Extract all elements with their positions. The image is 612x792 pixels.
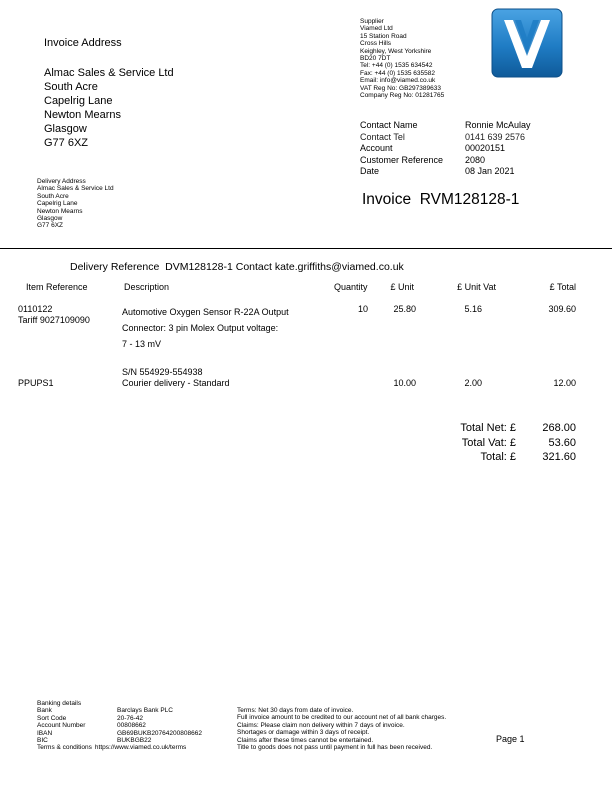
- bank-row: [37, 715, 202, 722]
- terms-link[interactable]: https://www.viamed.co.uk/terms: [94, 744, 187, 752]
- bank-row: [37, 737, 202, 744]
- delivery-address-line: Capelrig Lane: [37, 200, 78, 208]
- page-number: Page 1: [496, 734, 525, 744]
- description-line: Automotive Oxygen Sensor R-22A Output: [122, 307, 289, 317]
- table-header-unit-vat: £ Unit Vat: [457, 282, 496, 292]
- total-value: 321.60: [542, 451, 576, 463]
- total-net-value: 268.00: [542, 422, 576, 434]
- delivery-reference: Delivery Reference DVM128128-1 Contact kate.griffiths@viamed.co.uk: [70, 261, 404, 273]
- table-row-2-description: Courier delivery - Standard: [122, 378, 230, 388]
- invoice-address-line: South Acre: [44, 81, 98, 93]
- description-line: [122, 352, 289, 364]
- contact-row: [360, 120, 531, 132]
- contact-row: [360, 143, 531, 155]
- header-divider: [0, 248, 612, 249]
- total-vat-row: [420, 436, 576, 451]
- invoice-address-line: Capelrig Lane: [44, 95, 113, 107]
- terms-line: Title to goods does not pass until payment in full has been received.: [237, 744, 433, 752]
- invoice-address-line: Newton Mearns: [44, 109, 122, 121]
- supplier-line: Tel: +44 (0) 1535 634542: [360, 62, 433, 70]
- terms-line: Shortages or damage within 3 days of receipt.: [237, 729, 370, 737]
- item-ref-line: 0110122: [18, 304, 53, 314]
- delivery-address-line: G77 6XZ: [37, 222, 64, 230]
- total-net-label: Total Net: £: [460, 422, 516, 434]
- contact-label: Account: [360, 143, 393, 153]
- invoice-address-line: G77 6XZ: [44, 137, 89, 149]
- description-line: 7 - 13 mV: [122, 339, 162, 349]
- invoice-address-lines: [44, 66, 174, 150]
- table-row-1-total: 309.60: [548, 304, 576, 314]
- invoice-address-heading: Invoice Address: [44, 37, 122, 49]
- bank-row: [37, 744, 202, 751]
- supplier-line: Keighley, West Yorkshire: [360, 47, 432, 55]
- description-line: Connector: 3 pin Molex Output voltage:: [122, 323, 279, 333]
- description-line: S/N 554929-554938: [122, 367, 203, 377]
- supplier-line: Fax: +44 (0) 1535 635582: [360, 69, 435, 77]
- delivery-address-line: Almac Sales & Service Ltd: [37, 185, 114, 193]
- bank-row: [37, 707, 202, 714]
- table-header-item-ref: Item Reference: [26, 282, 88, 292]
- supplier-line: 15 Station Road: [360, 32, 407, 40]
- bank-label: Bank: [37, 707, 52, 715]
- totals: [420, 421, 576, 465]
- payment-terms: [237, 707, 446, 751]
- terms-line: Claims after these times cannot be entertained.: [237, 736, 374, 744]
- table-row-2-unit: 10.00: [393, 378, 416, 388]
- table-row-1-unit: 25.80: [393, 304, 416, 314]
- contact-label: Date: [360, 166, 380, 176]
- total-vat-label: Total Vat: £: [461, 436, 516, 449]
- total-net-row: [420, 421, 576, 436]
- contact-row: [360, 155, 531, 167]
- table-row-1-item-ref: [18, 304, 90, 326]
- contact-label: Customer Reference: [360, 154, 444, 165]
- total-vat-value: 53.60: [548, 436, 576, 449]
- bank-row: [37, 730, 202, 737]
- terms-line: Terms: Net 30 days from date of invoice.: [237, 707, 354, 714]
- supplier-line: Company Reg No: 01281765: [360, 92, 445, 100]
- bank-value: BUKBGB22: [117, 737, 152, 745]
- table-header-quantity: Quantity: [334, 282, 368, 292]
- contact-row: [360, 166, 531, 178]
- table-header-description: Description: [124, 282, 170, 292]
- banking-details: [37, 700, 202, 752]
- bank-label: IBAN: [37, 729, 53, 737]
- terms-link-label: Terms & conditions: [37, 744, 92, 752]
- bank-value: Barclays Bank PLC: [117, 707, 173, 715]
- terms-line: Claims: Please claim non delivery within 7 days of invoice.: [237, 721, 405, 729]
- bank-value: 20-76-42: [117, 714, 144, 722]
- supplier-details: [360, 18, 444, 99]
- total-row: [420, 450, 576, 465]
- table-header-total: £ Total: [549, 282, 576, 292]
- table-row-2-item-ref: PPUPS1: [18, 378, 54, 388]
- contact-value: 2080: [465, 154, 486, 165]
- supplier-line: Cross Hills: [360, 40, 392, 48]
- table-row-2-total: 12.00: [553, 378, 576, 388]
- bank-label: BIC: [37, 737, 48, 745]
- delivery-address-line: Newton Mearns: [37, 207, 83, 215]
- bank-label: Sort Code: [37, 714, 67, 722]
- invoice-address: [44, 37, 174, 150]
- contact-value: Ronnie McAulay: [465, 120, 531, 130]
- delivery-address-line: Glasgow: [37, 215, 63, 223]
- table-row-1-unit-vat: 5.16: [464, 304, 482, 314]
- bank-value: 00808662: [117, 722, 146, 730]
- total-label: Total: £: [480, 451, 516, 463]
- bank-row: [37, 722, 202, 729]
- invoice-address-line: Almac Sales & Service Ltd: [44, 67, 174, 79]
- table-row-2-unit-vat: 2.00: [464, 378, 482, 388]
- contact-details: [360, 120, 531, 178]
- supplier-line: Email: info@viamed.co.uk: [360, 77, 436, 85]
- delivery-address: [37, 178, 114, 230]
- viamed-logo-icon: [491, 8, 563, 78]
- item-ref-line: Tariff 9027109090: [18, 315, 90, 325]
- contact-value: 0141 639 2576: [465, 131, 526, 142]
- supplier-line: BD20 7DT: [360, 55, 391, 63]
- invoice-address-line: Glasgow: [44, 123, 87, 135]
- delivery-address-line: South Acre: [37, 192, 69, 200]
- invoice-title: Invoice RVM128128-1: [362, 191, 520, 208]
- contact-row: [360, 132, 531, 144]
- supplier-line: VAT Reg No: GB297389633: [360, 84, 441, 92]
- contact-value: 08 Jan 2021: [465, 166, 515, 176]
- delivery-address-line: Delivery Address: [37, 178, 86, 185]
- terms-line: Full invoice amount to be credited to our account net of all bank charges.: [237, 714, 447, 722]
- supplier-line: Supplier: [360, 18, 384, 25]
- table-header-unit: £ Unit: [390, 282, 414, 292]
- supplier-line: Viamed Ltd: [360, 25, 393, 33]
- contact-label: Contact Name: [360, 120, 418, 130]
- bank-value: GB69BUKB20764200808662: [117, 729, 202, 737]
- contact-value: 00020151: [465, 143, 506, 153]
- table-row-1-quantity: 10: [357, 304, 368, 314]
- banking-heading: Banking details: [37, 700, 82, 707]
- bank-label: Account Number: [37, 722, 86, 730]
- company-logo: [491, 8, 563, 78]
- contact-label: Contact Tel: [360, 131, 405, 142]
- table-row-1-description: [122, 304, 289, 380]
